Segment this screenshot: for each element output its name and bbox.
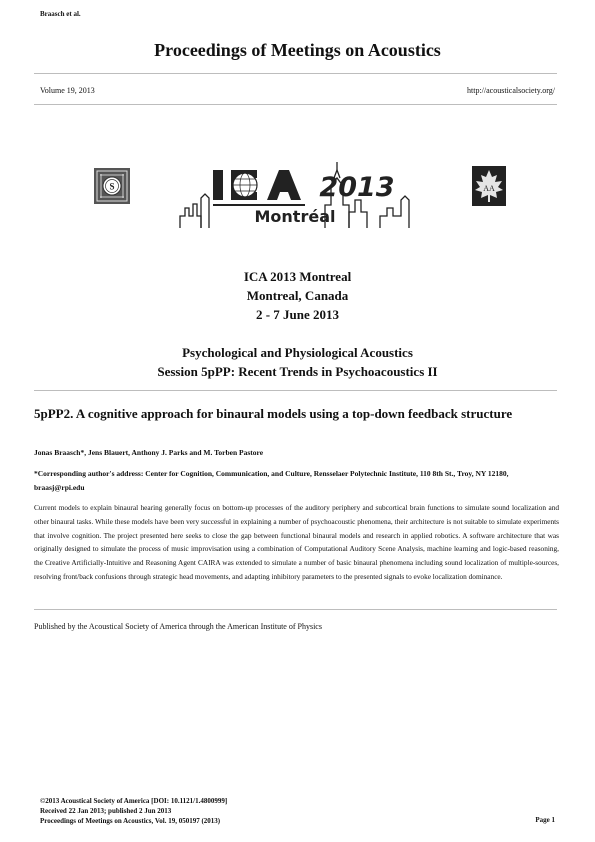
conference-dates: 2 - 7 June 2013 <box>255 307 340 322</box>
conference-info <box>0 267 595 324</box>
asa-seal-icon <box>92 166 132 206</box>
publisher-note: Published by the Acoustical Society of America through the American Institute of Physics <box>34 622 322 631</box>
running-head: Braasch et al. <box>40 10 81 18</box>
conference-location: Montreal, Canada <box>246 288 349 303</box>
society-url-link[interactable]: http://acousticalsociety.org/ <box>467 86 555 95</box>
received-published: Received 22 Jan 2013; published 2 Jun 2013 <box>40 807 172 815</box>
session-info <box>0 343 595 381</box>
logo-city: Montréal <box>254 207 336 226</box>
technical-area: Psychological and Physiological Acoustics <box>182 345 413 360</box>
abstract-rule <box>34 609 557 610</box>
journal-title: Proceedings of Meetings on Acoustics <box>154 40 441 60</box>
corresponding-address: *Corresponding author's address: Center for Cognition, Communication, and Culture, Rensselaer Polytechnic Institute, 110 8th St., Troy, NY 12180, braasj@rpi.edu <box>34 469 509 492</box>
paper-title: 5pPP2. A cognitive approach for binaural models using a top-down feedback structure <box>34 406 513 421</box>
svg-text:AA: AA <box>483 184 495 193</box>
volume-label: Volume 19, 2013 <box>40 86 95 95</box>
ica-2013-logo <box>175 150 425 230</box>
header-rule-bottom <box>34 104 557 105</box>
header-rule-top <box>34 73 557 74</box>
session-title: Session 5pPP: Recent Trends in Psychoacoustics II <box>157 364 438 379</box>
svg-text:S: S <box>109 181 115 192</box>
session-rule <box>34 390 557 391</box>
conference-name: ICA 2013 Montreal <box>243 269 352 284</box>
abstract-text: Current models to explain binaural hearing generally focus on bottom-up processes of the auditory periphery and subcortical brain functions to simulate sound localization and other binaural tasks. While these models have been very successful in explaining a number of psychoacoustic phenomena, their architecture is not suitable to simulate experiments that involve cognition. The project presented here seeks to close the gap between functional binaural models and research in applied robotics. A software architecture that was originally designed to simulate the process of music improvisation using a combination of Computational Auditory Scene Analysis, machine learning and logic-based reasoning, the Creative Artificially-Intuitive and Reasoning Agent CAIRA was extended to simulate a number of basic binaural phenomena including sound localization of multiple-sources, resolving front/back confusions through strategic head movements, and adapting inhibitory parameters to the presented signals to evoke localization dominance. <box>34 503 559 581</box>
page-number: Page 1 <box>535 816 555 824</box>
copyright-doi: ©2013 Acoustical Society of America [DOI: 10.1121/1.4800999] <box>40 797 228 805</box>
caa-maple-leaf-icon <box>472 166 506 206</box>
paper-authors: Jonas Braasch*, Jens Blauert, Anthony J. Parks and M. Torben Pastore <box>34 448 264 457</box>
footer <box>40 796 227 826</box>
logo-year: 2013 <box>319 172 395 203</box>
citation: Proceedings of Meetings on Acoustics, Vol. 19, 050197 (2013) <box>40 817 221 825</box>
